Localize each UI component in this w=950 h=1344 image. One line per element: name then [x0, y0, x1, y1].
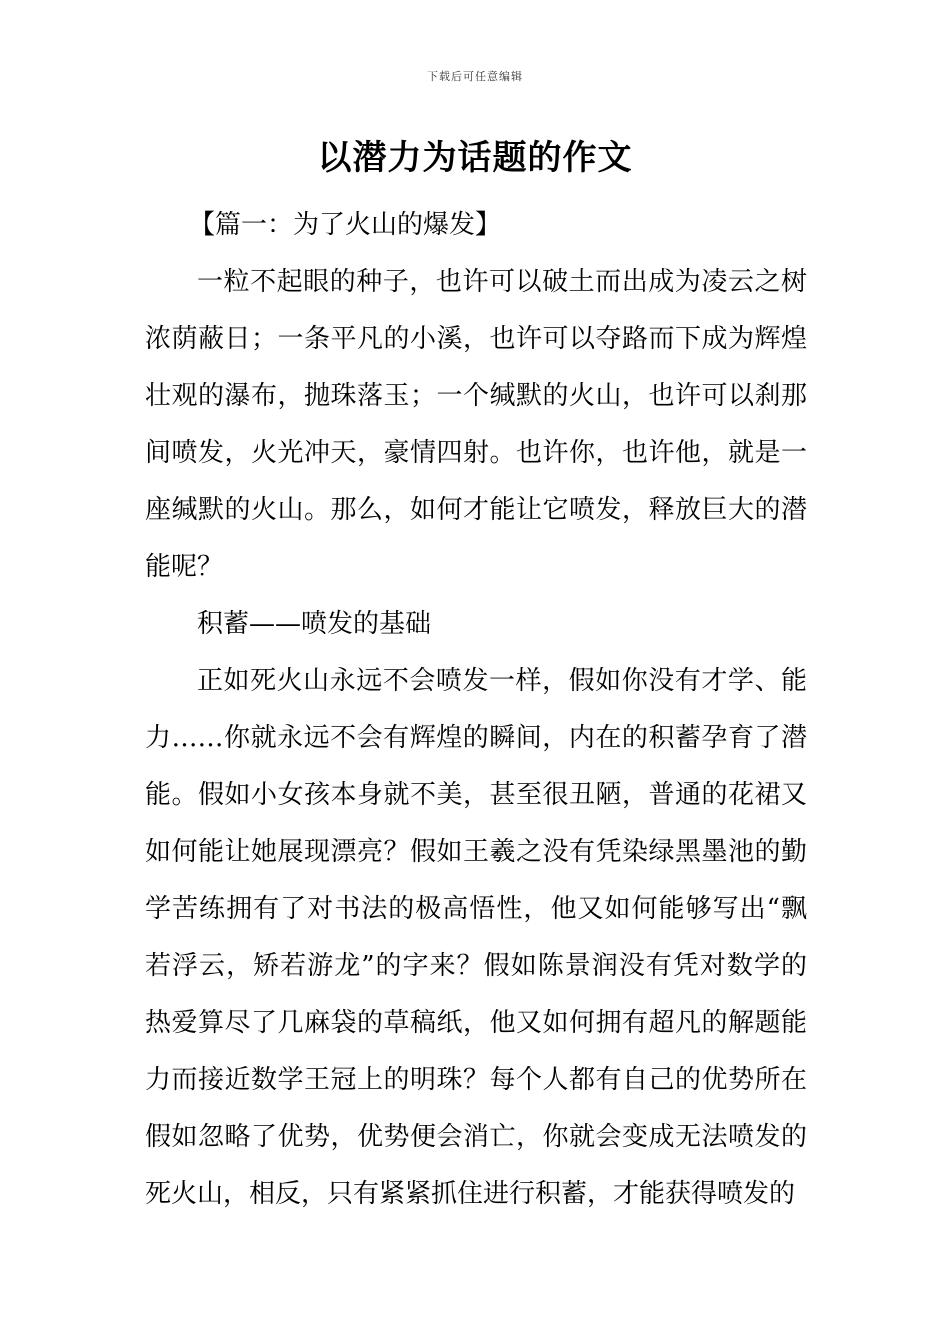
subheading-1: 积蓄——喷发的基础: [197, 609, 432, 639]
paragraph-1: 一粒不起眼的种子，也许可以破土而出成为凌云之树浓荫蔽日；一条平凡的小溪，也许可以夺路而下成为辉煌壮观的瀑布，抛珠落玉；一个缄默的火山，也许可以刹那间喷发，火光冲天，豪情四射。也许你，也许他，就是一座缄默的火山。那么，如何才能让它喷发，释放巨大的潜能呢？: [145, 267, 807, 582]
document-body: [145, 197, 807, 1223]
document-title: 以潜力为话题的作文: [317, 138, 633, 178]
paragraph-2: 正如死火山永远不会喷发一样，假如你没有才学、能力……你就永远不会有辉煌的瞬间，内在的积蓄孕育了潜能。假如小女孩本身就不美，甚至很丑陋，普通的花裙又如何能让她展现漂亮？假如王羲之没有凭染绿黑墨池的勤学苦练拥有了对书法的极高悟性，他又如何能够写出“飘若浮云，矫若游龙”的字来？假如陈景润没有凭对数学的热爱算尽了几麻袋的草稿纸，他又如何拥有超凡的解题能力而接近数学王冠上的明珠？每个人都有自己的优势所在假如忽略了优势，优势便会消亡，你就会变成无法喷发的死火山，相反，只有紧紧抓住进行积蓄，才能获得喷发的: [145, 666, 807, 1209]
header-note: 下载后可任意编辑: [427, 70, 523, 83]
section-heading: 【篇一：为了火山的爆发】: [189, 210, 502, 240]
